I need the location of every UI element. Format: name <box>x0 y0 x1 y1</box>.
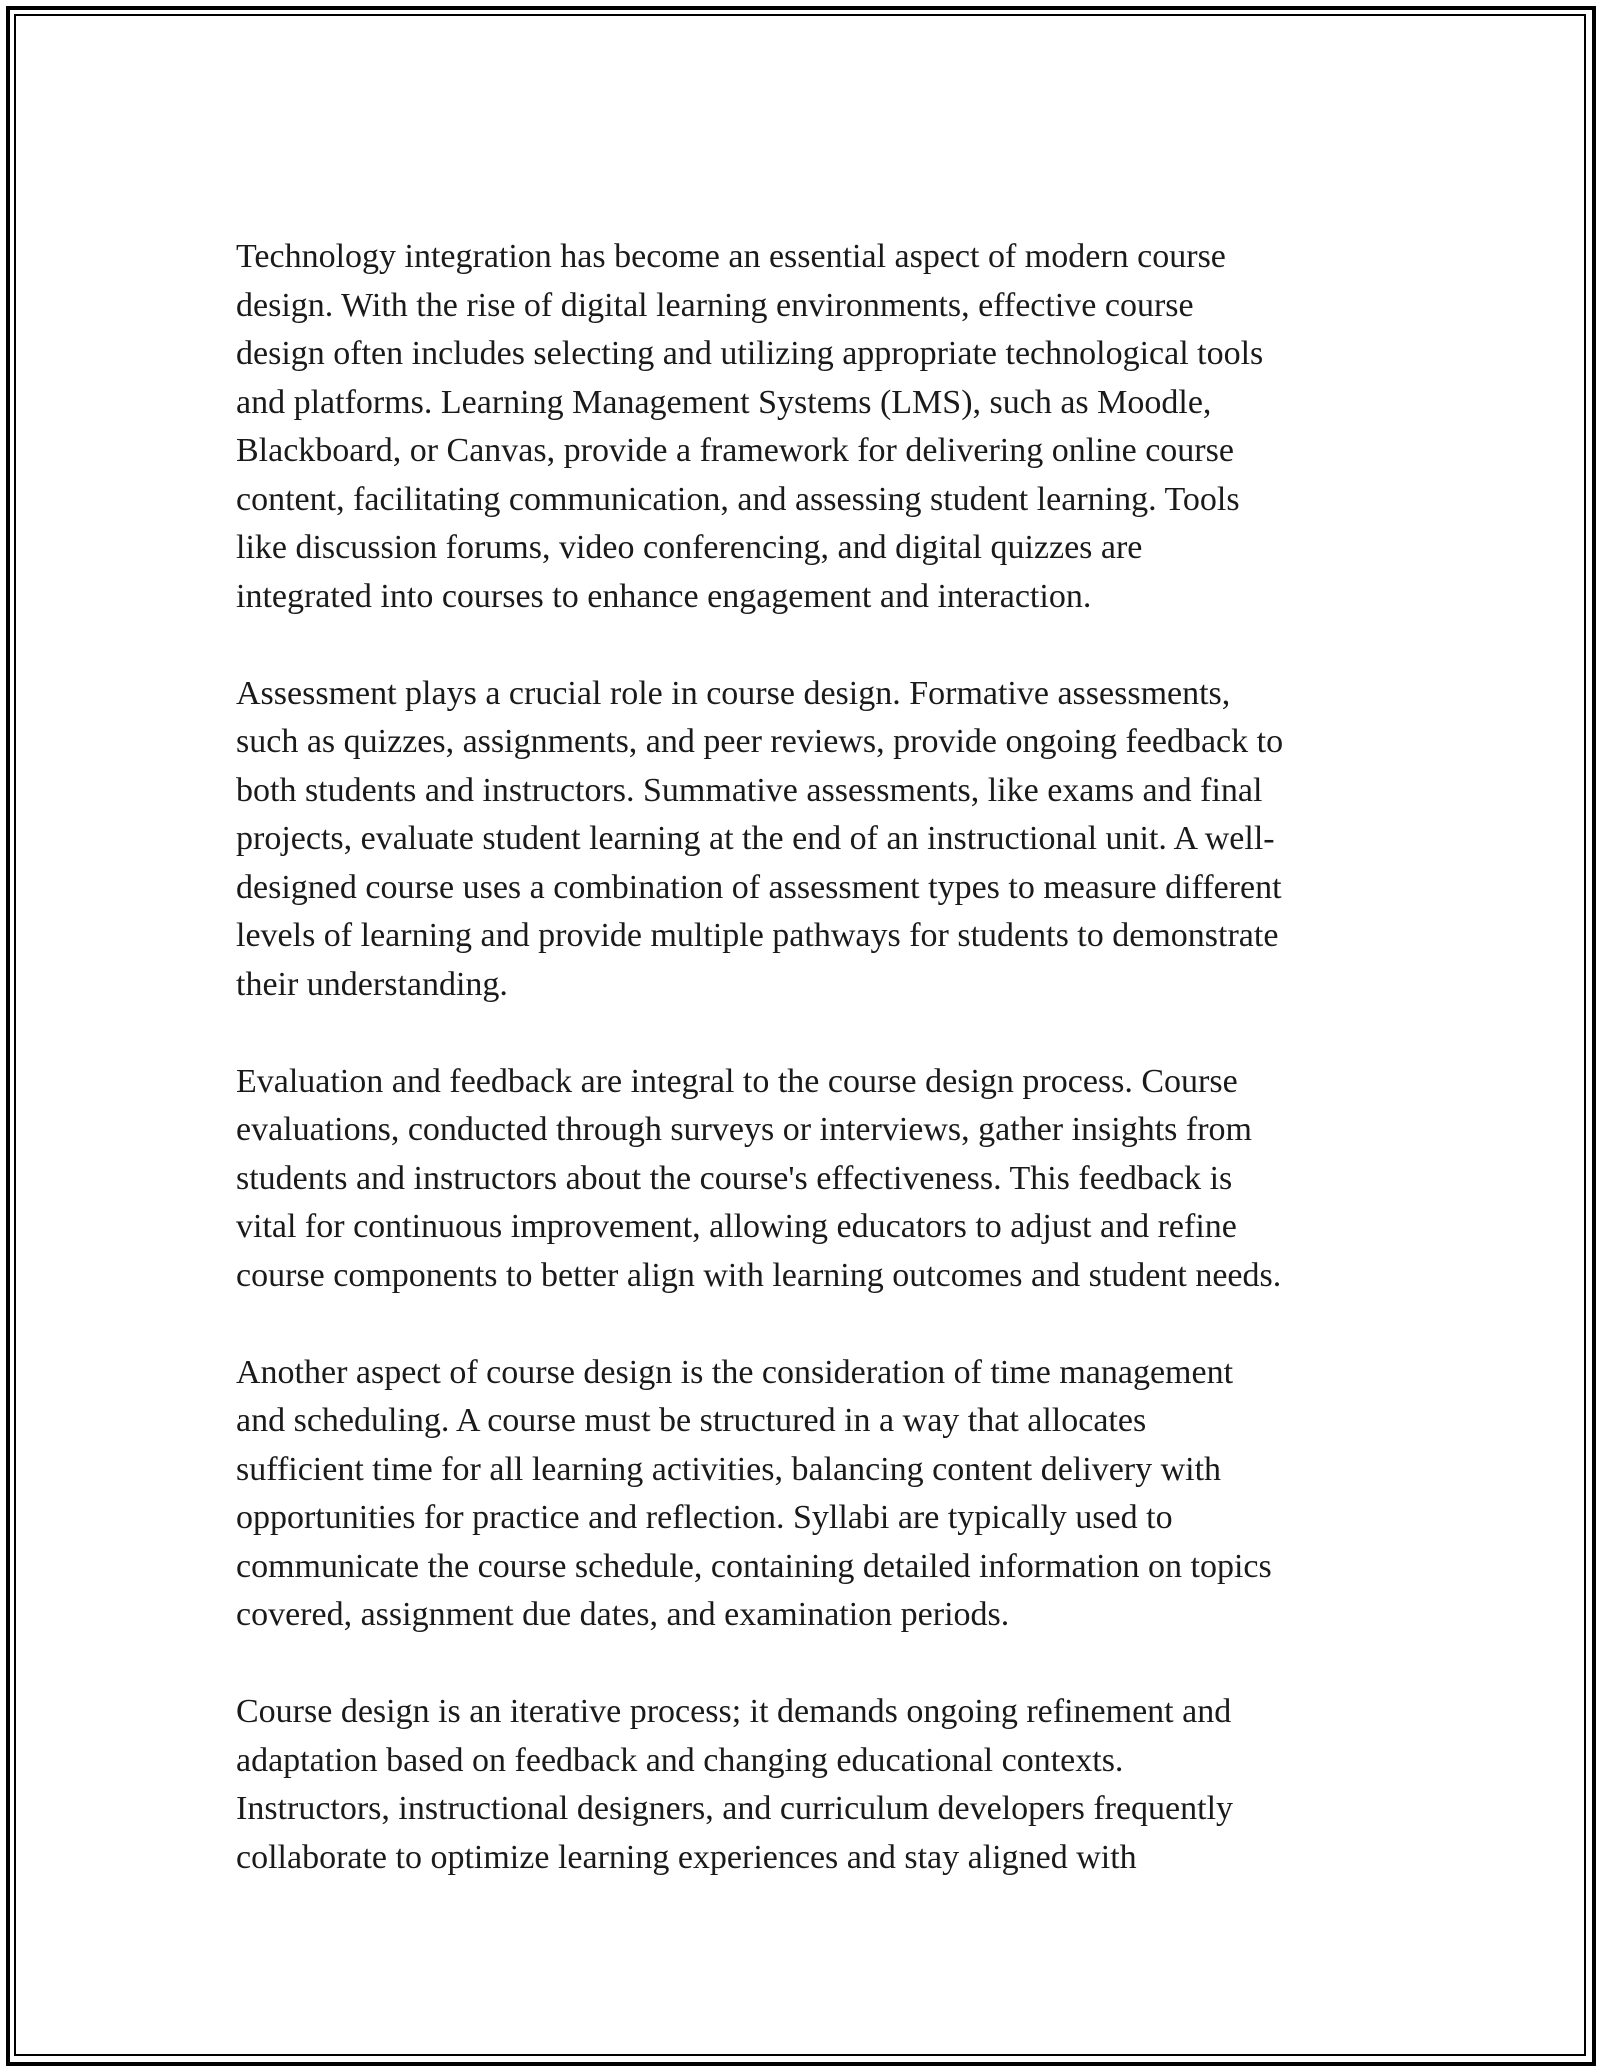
text-line: Blackboard, or Canvas, provide a framework for delivering online course <box>236 432 1234 469</box>
paragraph-assessment <box>236 670 1396 1010</box>
text-line: design. With the rise of digital learning environments, effective course <box>236 286 1194 324</box>
text-line: and platforms. Learning Management Systems (LMS), such as Moodle, <box>236 383 1212 421</box>
text-line: designed course uses a combination of assessment types to measure different <box>236 868 1282 906</box>
text-line: design often includes selecting and utilizing appropriate technological tools <box>236 335 1264 372</box>
paragraph-iterative-process <box>236 1688 1396 1882</box>
paragraph-technology-integration <box>236 233 1396 621</box>
text-line: Assessment plays a crucial role in course design. Formative assessments, <box>236 674 1231 712</box>
paragraph-evaluation-feedback <box>236 1058 1396 1301</box>
text-line: evaluations, conducted through surveys or interviews, gather insights from <box>236 1111 1252 1148</box>
text-line: Instructors, instructional designers, and curriculum developers frequently <box>236 1790 1234 1827</box>
text-line: Course design is an iterative process; it demands ongoing refinement and <box>236 1693 1232 1730</box>
text-line: collaborate to optimize learning experiences and stay aligned with <box>236 1838 1137 1876</box>
text-line: projects, evaluate student learning at the end of an instructional unit. A well- <box>236 820 1275 857</box>
text-line: Technology integration has become an essential aspect of modern course <box>236 238 1226 275</box>
text-line: vital for continuous improvement, allowing educators to adjust and refine <box>236 1208 1237 1245</box>
document-body <box>236 233 1396 1931</box>
text-line: covered, assignment due dates, and examination periods. <box>236 1596 1010 1633</box>
text-line: and scheduling. A course must be structured in a way that allocates <box>236 1402 1147 1439</box>
text-line: content, facilitating communication, and assessing student learning. Tools <box>236 480 1240 518</box>
text-line: such as quizzes, assignments, and peer reviews, provide ongoing feedback to <box>236 723 1284 760</box>
text-line: course components to better align with learning outcomes and student needs. <box>236 1256 1282 1294</box>
paragraph-time-management <box>236 1349 1396 1640</box>
text-line: adaptation based on feedback and changing educational contexts. <box>236 1741 1124 1779</box>
text-line: integrated into courses to enhance engagement and interaction. <box>236 577 1092 615</box>
text-line: their understanding. <box>236 965 508 1003</box>
text-line: communicate the course schedule, containing detailed information on topics <box>236 1547 1272 1585</box>
text-line: levels of learning and provide multiple pathways for students to demonstrate <box>236 917 1279 954</box>
text-line: students and instructors about the course's effectiveness. This feedback is <box>236 1159 1233 1197</box>
text-line: Evaluation and feedback are integral to the course design process. Course <box>236 1062 1238 1100</box>
text-line: sufficient time for all learning activities, balancing content delivery with <box>236 1450 1222 1488</box>
text-line: like discussion forums, video conferencing, and digital quizzes are <box>236 529 1143 566</box>
text-line: both students and instructors. Summative assessments, like exams and final <box>236 771 1263 809</box>
text-line: opportunities for practice and reflection. Syllabi are typically used to <box>236 1499 1173 1536</box>
text-line: Another aspect of course design is the consideration of time management <box>236 1353 1234 1391</box>
